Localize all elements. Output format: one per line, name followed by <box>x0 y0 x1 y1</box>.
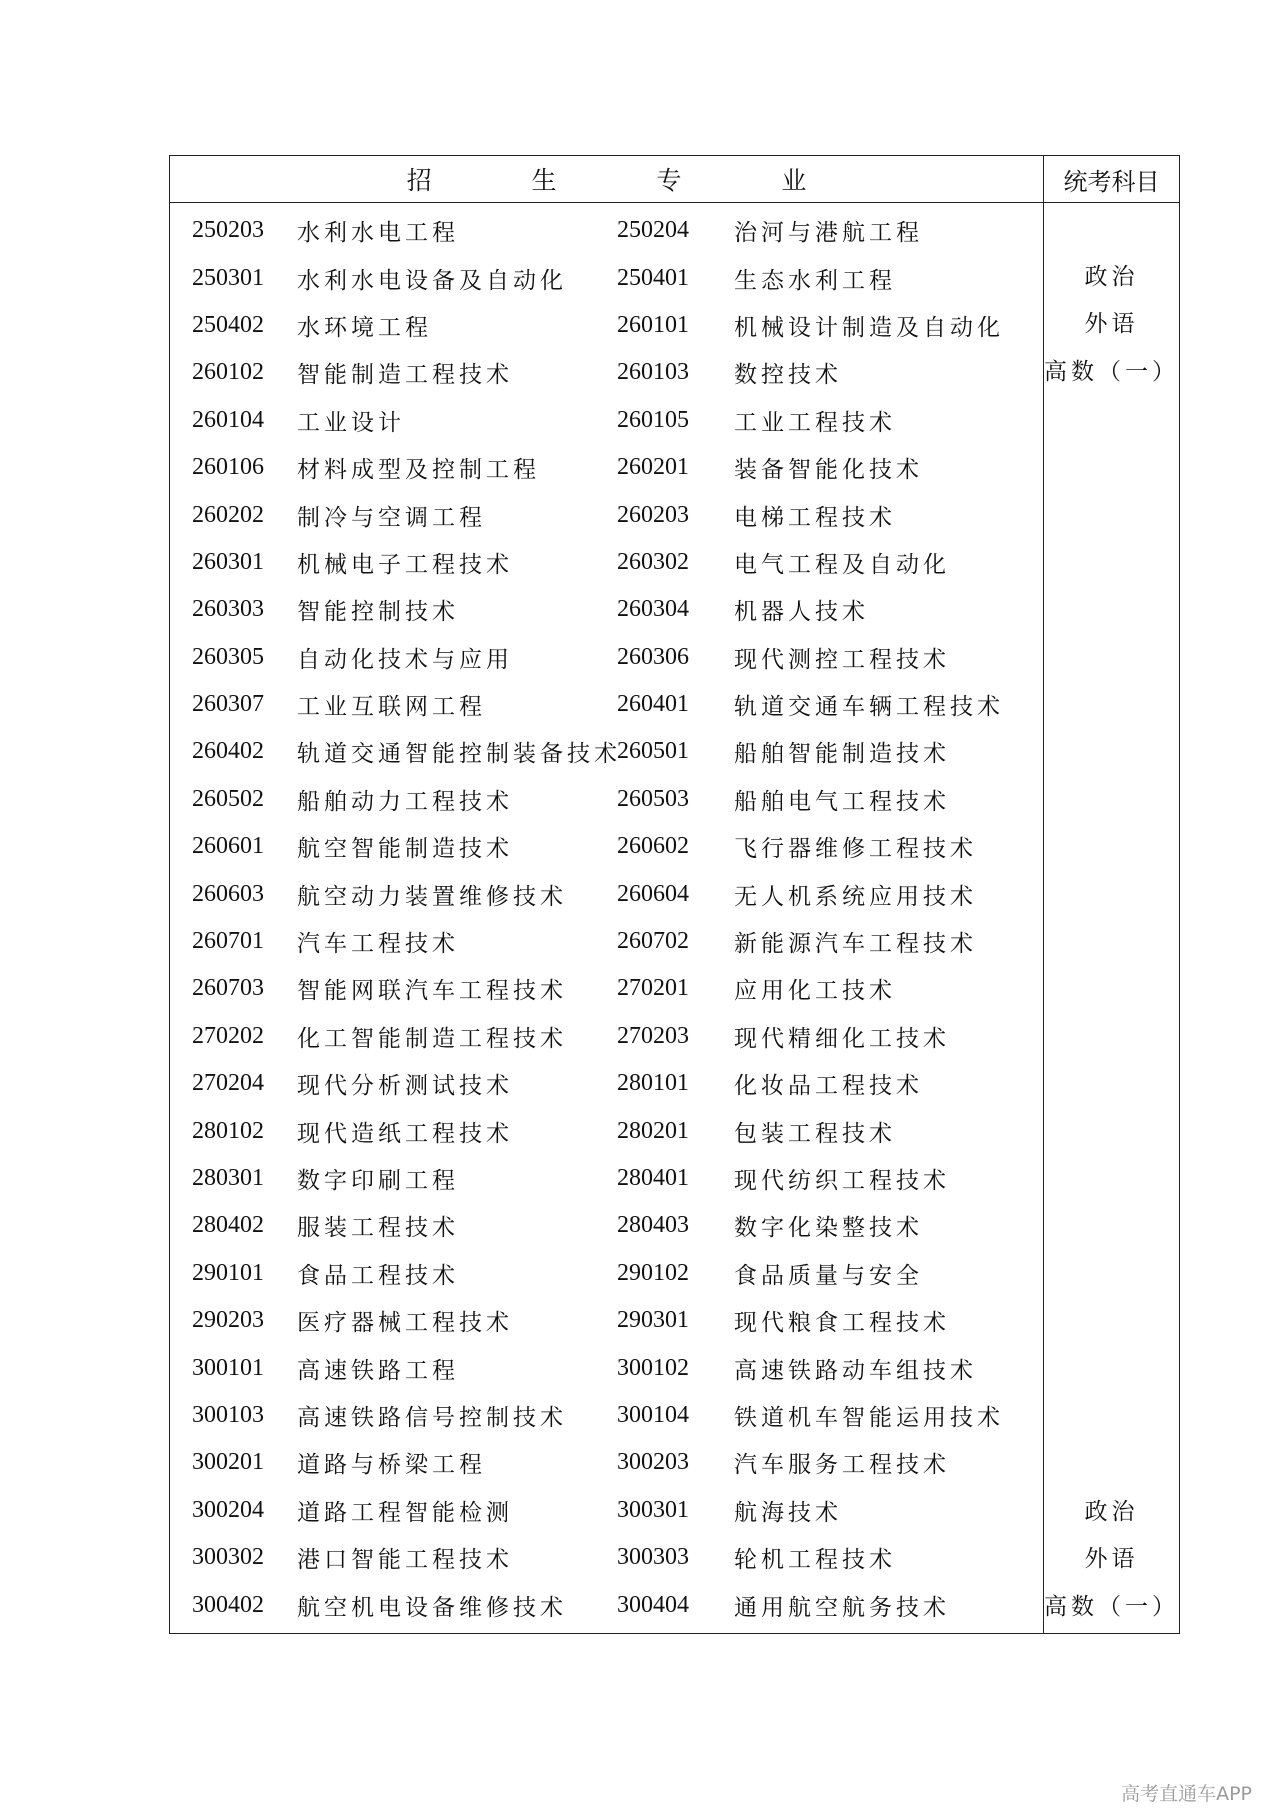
major-name: 智能网联汽车工程技术 <box>297 978 567 1005</box>
major-name: 电梯工程技术 <box>734 504 896 531</box>
table-row <box>170 254 1043 301</box>
table-row <box>170 1534 1043 1581</box>
subject-item: 外语 <box>1084 1546 1139 1573</box>
major-code: 260103 <box>617 359 689 386</box>
subject-item: 高数（一） <box>1044 358 1179 385</box>
major-name: 高速铁路动车组技术 <box>734 1357 977 1384</box>
major-code: 300402 <box>192 1591 264 1618</box>
majors-table <box>169 155 1180 1634</box>
major-code: 290102 <box>617 1259 689 1286</box>
watermark: 高考直通车APP <box>1121 1783 1252 1805</box>
major-name: 食品工程技术 <box>297 1262 459 1289</box>
major-code: 260307 <box>192 691 264 718</box>
major-name: 航空智能制造技术 <box>297 836 513 863</box>
table-row <box>170 870 1043 917</box>
table-row <box>170 444 1043 491</box>
table-row <box>170 302 1043 349</box>
major-code: 260603 <box>192 880 264 907</box>
major-name: 航空机电设备维修技术 <box>297 1594 567 1621</box>
major-name: 水环境工程 <box>297 314 432 341</box>
major-code: 260702 <box>617 928 689 955</box>
major-name: 工业设计 <box>297 409 405 436</box>
major-code: 260304 <box>617 596 689 623</box>
major-name: 包装工程技术 <box>734 1120 896 1147</box>
major-name: 机械电子工程技术 <box>297 551 513 578</box>
table-row <box>170 634 1043 681</box>
table-row <box>170 586 1043 633</box>
subject-group-2 <box>1044 1489 1179 1631</box>
major-code: 300102 <box>617 1354 689 1381</box>
table-body <box>170 203 1179 1633</box>
major-code: 260501 <box>617 738 689 765</box>
major-code: 260602 <box>617 833 689 860</box>
major-code: 270203 <box>617 1022 689 1049</box>
major-name: 现代分析测试技术 <box>297 1073 513 1100</box>
major-name: 轨道交通车辆工程技术 <box>734 694 1004 721</box>
table-row <box>170 1060 1043 1107</box>
major-name: 汽车服务工程技术 <box>734 1452 950 1479</box>
majors-column <box>170 203 1044 1633</box>
major-code: 260203 <box>617 501 689 528</box>
table-header <box>170 156 1179 203</box>
major-code: 300302 <box>192 1544 264 1571</box>
major-name: 材料成型及控制工程 <box>297 457 540 484</box>
major-name: 铁道机车智能运用技术 <box>734 1404 1004 1431</box>
major-name: 高速铁路工程 <box>297 1357 459 1384</box>
major-code: 260202 <box>192 501 264 528</box>
major-code: 250301 <box>192 264 264 291</box>
major-name: 新能源汽车工程技术 <box>734 931 977 958</box>
header-majors: 招 生 专 业 <box>170 156 1044 202</box>
table-row <box>170 1392 1043 1439</box>
major-name: 服装工程技术 <box>297 1215 459 1242</box>
major-code: 280401 <box>617 1165 689 1191</box>
major-code: 260502 <box>192 785 264 812</box>
major-code: 290301 <box>617 1307 689 1334</box>
major-code: 300203 <box>617 1449 689 1476</box>
major-name: 现代精细化工技术 <box>734 1025 950 1052</box>
table-row <box>170 1107 1043 1154</box>
major-name: 工业互联网工程 <box>297 694 486 721</box>
table-row <box>170 539 1043 586</box>
major-code: 250401 <box>617 264 689 291</box>
major-name: 工业工程技术 <box>734 409 896 436</box>
table-row <box>170 1013 1043 1060</box>
subject-item: 外语 <box>1084 311 1139 338</box>
table-row <box>170 1155 1043 1202</box>
major-name: 现代粮食工程技术 <box>734 1310 950 1337</box>
major-code: 260102 <box>192 359 264 386</box>
major-name: 化妆品工程技术 <box>734 1073 923 1100</box>
major-code: 280403 <box>617 1212 689 1239</box>
major-code: 270201 <box>617 975 689 1002</box>
major-code: 300103 <box>192 1401 264 1428</box>
table-row <box>170 1344 1043 1391</box>
major-code: 260201 <box>617 454 689 481</box>
table-row <box>170 207 1043 254</box>
major-code: 260104 <box>192 406 264 433</box>
major-name: 数字化染整技术 <box>734 1215 923 1242</box>
table-row <box>170 1487 1043 1534</box>
major-name: 水利水电设备及自动化 <box>297 267 567 294</box>
major-name: 治河与港航工程 <box>734 220 923 247</box>
table-row <box>170 1581 1043 1628</box>
major-name: 现代造纸工程技术 <box>297 1120 513 1147</box>
major-code: 300301 <box>617 1496 689 1523</box>
major-name: 现代纺织工程技术 <box>734 1168 950 1194</box>
major-code: 260105 <box>617 406 689 433</box>
major-code: 250204 <box>617 217 689 244</box>
major-name: 轮机工程技术 <box>734 1547 896 1574</box>
major-name: 高速铁路信号控制技术 <box>297 1404 567 1431</box>
table-row <box>170 1297 1043 1344</box>
major-code: 260303 <box>192 596 264 623</box>
major-code: 260703 <box>192 975 264 1002</box>
major-name: 医疗器械工程技术 <box>297 1310 513 1337</box>
table-row <box>170 965 1043 1012</box>
major-code: 260302 <box>617 548 689 575</box>
subject-group-1 <box>1044 254 1179 396</box>
table-row <box>170 728 1043 775</box>
table-row <box>170 1439 1043 1486</box>
major-code: 260106 <box>192 454 264 481</box>
major-name: 智能制造工程技术 <box>297 362 513 389</box>
major-name: 装备智能化技术 <box>734 457 923 484</box>
table-row <box>170 349 1043 396</box>
major-name: 现代测控工程技术 <box>734 646 950 673</box>
major-name: 无人机系统应用技术 <box>734 883 977 910</box>
major-name: 智能控制技术 <box>297 599 459 626</box>
major-name: 机器人技术 <box>734 599 869 626</box>
table-row <box>170 397 1043 444</box>
major-name: 生态水利工程 <box>734 267 896 294</box>
major-name: 汽车工程技术 <box>297 931 459 958</box>
table-row <box>170 1202 1043 1249</box>
major-name: 轨道交通智能控制装备技术 <box>297 741 621 768</box>
major-name: 港口智能工程技术 <box>297 1547 513 1574</box>
major-code: 260701 <box>192 928 264 955</box>
major-code: 260601 <box>192 833 264 860</box>
table-row <box>170 823 1043 870</box>
subject-item: 高数（一） <box>1044 1593 1179 1620</box>
major-code: 270204 <box>192 1070 264 1097</box>
major-name: 自动化技术与应用 <box>297 646 513 673</box>
major-code: 300201 <box>192 1449 264 1476</box>
major-code: 280301 <box>192 1165 264 1191</box>
major-name: 船舶电气工程技术 <box>734 788 950 815</box>
major-name: 航海技术 <box>734 1499 842 1526</box>
major-name: 船舶动力工程技术 <box>297 788 513 815</box>
major-name: 应用化工技术 <box>734 978 896 1005</box>
subjects-column <box>1044 203 1179 1633</box>
major-code: 260604 <box>617 880 689 907</box>
major-name: 食品质量与安全 <box>734 1262 923 1289</box>
table-row <box>170 1250 1043 1297</box>
major-code: 300104 <box>617 1401 689 1428</box>
major-code: 280402 <box>192 1212 264 1239</box>
major-code: 260402 <box>192 738 264 765</box>
major-name: 电气工程及自动化 <box>734 551 950 578</box>
major-code: 250203 <box>192 217 264 244</box>
major-code: 280201 <box>617 1117 689 1144</box>
major-code: 280101 <box>617 1070 689 1097</box>
major-code: 250402 <box>192 311 264 338</box>
major-name: 化工智能制造工程技术 <box>297 1025 567 1052</box>
table-row <box>170 918 1043 965</box>
table-row <box>170 681 1043 728</box>
header-subjects: 统考科目 <box>1063 167 1160 196</box>
major-name: 道路工程智能检测 <box>297 1499 513 1526</box>
subject-item: 政治 <box>1084 1499 1139 1525</box>
major-name: 通用航空航务技术 <box>734 1594 950 1621</box>
major-code: 260101 <box>617 311 689 338</box>
subject-item: 政治 <box>1084 264 1139 290</box>
major-name: 数控技术 <box>734 362 842 389</box>
major-code: 290101 <box>192 1259 264 1286</box>
major-code: 260306 <box>617 643 689 670</box>
major-name: 数字印刷工程 <box>297 1168 459 1194</box>
major-name: 船舶智能制造技术 <box>734 741 950 768</box>
major-code: 270202 <box>192 1022 264 1049</box>
major-code: 260401 <box>617 691 689 718</box>
major-code: 260301 <box>192 548 264 575</box>
major-name: 水利水电工程 <box>297 220 459 247</box>
major-name: 机械设计制造及自动化 <box>734 314 1004 341</box>
table-row <box>170 491 1043 538</box>
major-code: 300404 <box>617 1591 689 1618</box>
major-name: 航空动力装置维修技术 <box>297 883 567 910</box>
major-code: 300204 <box>192 1496 264 1523</box>
major-name: 飞行器维修工程技术 <box>734 836 977 863</box>
major-code: 260305 <box>192 643 264 670</box>
major-code: 300101 <box>192 1354 264 1381</box>
major-code: 280102 <box>192 1117 264 1144</box>
table-row <box>170 776 1043 823</box>
major-code: 300303 <box>617 1544 689 1571</box>
major-name: 道路与桥梁工程 <box>297 1452 486 1479</box>
major-code: 290203 <box>192 1307 264 1334</box>
major-code: 260503 <box>617 785 689 812</box>
major-name: 制冷与空调工程 <box>297 504 486 531</box>
